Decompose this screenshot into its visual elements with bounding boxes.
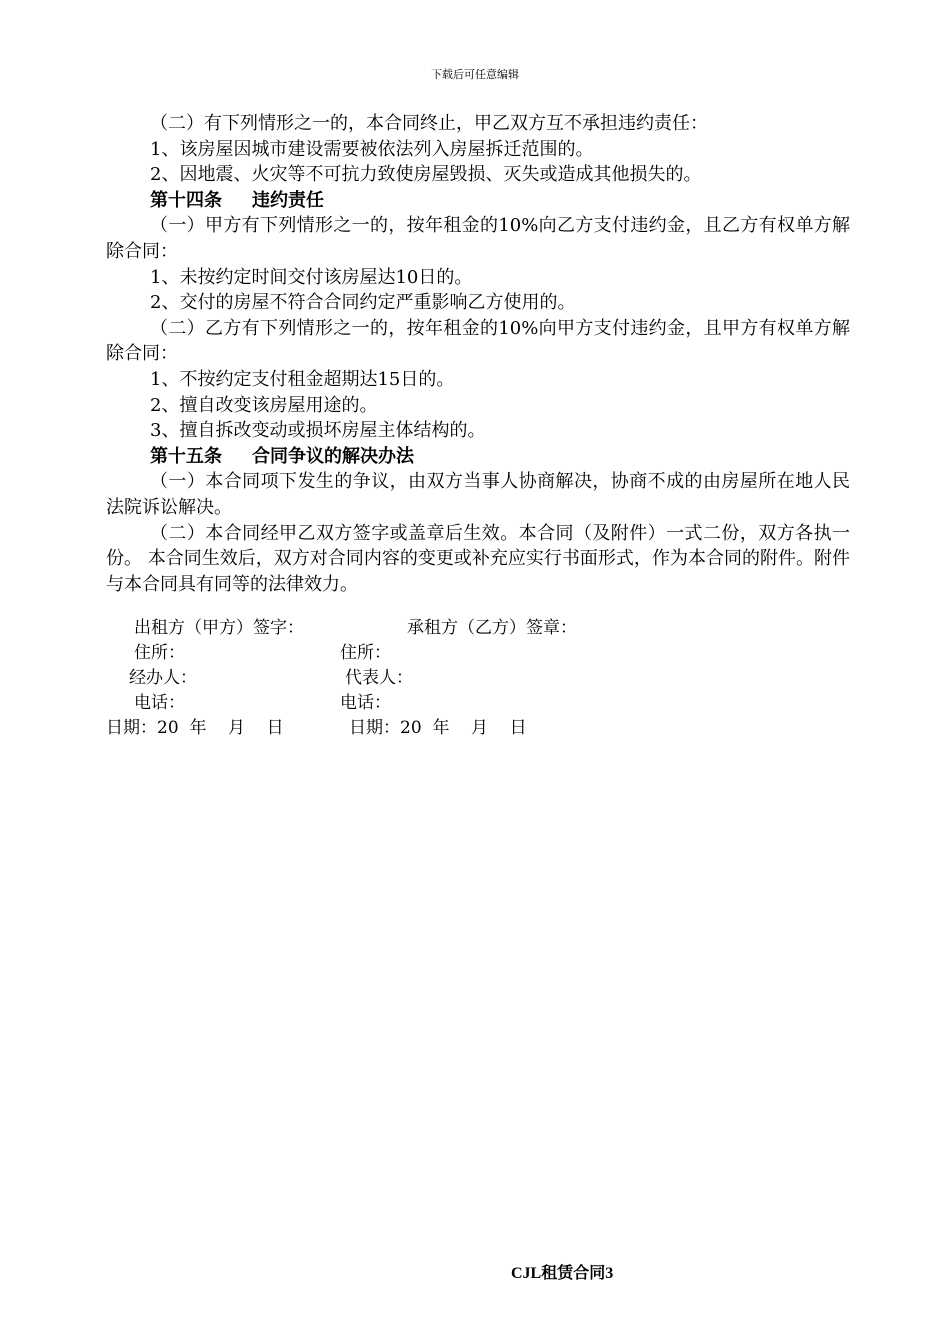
- paragraph: （二）有下列情形之一的，本合同终止，甲乙双方互不承担违约责任：: [150, 113, 708, 134]
- agent-label: 经办人：: [129, 668, 197, 688]
- section-title: 违约责任: [252, 189, 324, 211]
- paragraph: （二）乙方有下列情形之一的，按年租金的10%向甲方支付违约金，且甲方有权单方解除合同：: [106, 317, 850, 365]
- section-number: 第十五条: [150, 445, 222, 467]
- section-title: 合同争议的解决办法: [252, 445, 414, 467]
- lessee-address-label: 住所：: [340, 643, 391, 663]
- list-item: 1、不按约定支付租金超期达15日的。: [150, 368, 455, 390]
- list-item: 2、交付的房屋不符合合同约定严重影响乙方使用的。: [150, 292, 576, 314]
- section-number: 第十四条: [150, 189, 222, 211]
- list-item: 3、擅自拆改变动或损坏房屋主体结构的。: [150, 420, 486, 442]
- paragraph: （二）本合同经甲乙双方签字或盖章后生效。本合同（及附件）一式二份，双方各执一份。 本合同生效后，双方对合同内容的变更或补充应实行书面形式，作为本合同的附件。附件与本合同具有同等的法律效力。: [106, 522, 850, 595]
- paragraph: （一）甲方有下列情形之一的，按年租金的10%向乙方支付违约金，且乙方有权单方解除合同：: [106, 215, 850, 262]
- lessor-phone-label: 电话：: [134, 693, 185, 713]
- representative-label: 代表人：: [345, 668, 413, 688]
- header-note: 下载后可任意编辑: [431, 68, 519, 81]
- paragraph: （一）本合同项下发生的争议，由双方当事人协商解决，协商不成的由房屋所在地人民法院诉讼解决。: [106, 471, 850, 518]
- section-heading-15: [106, 444, 850, 470]
- list-item: 1、该房屋因城市建设需要被依法列入房屋拆迁范围的。: [150, 138, 594, 160]
- section-heading-14: [106, 188, 850, 214]
- list-item: 1、未按约定时间交付该房屋达10日的。: [150, 266, 473, 288]
- lessee-date-label: 日期：20 年 月 日: [349, 718, 527, 738]
- lessee-phone-label: 电话：: [340, 693, 391, 713]
- list-item: 2、因地震、火灾等不可抗力致使房屋毁损、灭失或造成其他损失的。: [150, 164, 702, 186]
- contract-body: [106, 111, 850, 597]
- list-item: 2、擅自改变该房屋用途的。: [150, 394, 378, 416]
- lessor-signature-label: 出租方（甲方）签字：: [134, 618, 304, 638]
- lessor-date-label: 日期：20 年 月 日: [106, 718, 284, 738]
- lessee-signature-label: 承租方（乙方）签章：: [407, 618, 577, 638]
- footer-doc-label: CJL租赁合同3: [511, 1265, 614, 1282]
- lessor-address-label: 住所：: [134, 643, 185, 663]
